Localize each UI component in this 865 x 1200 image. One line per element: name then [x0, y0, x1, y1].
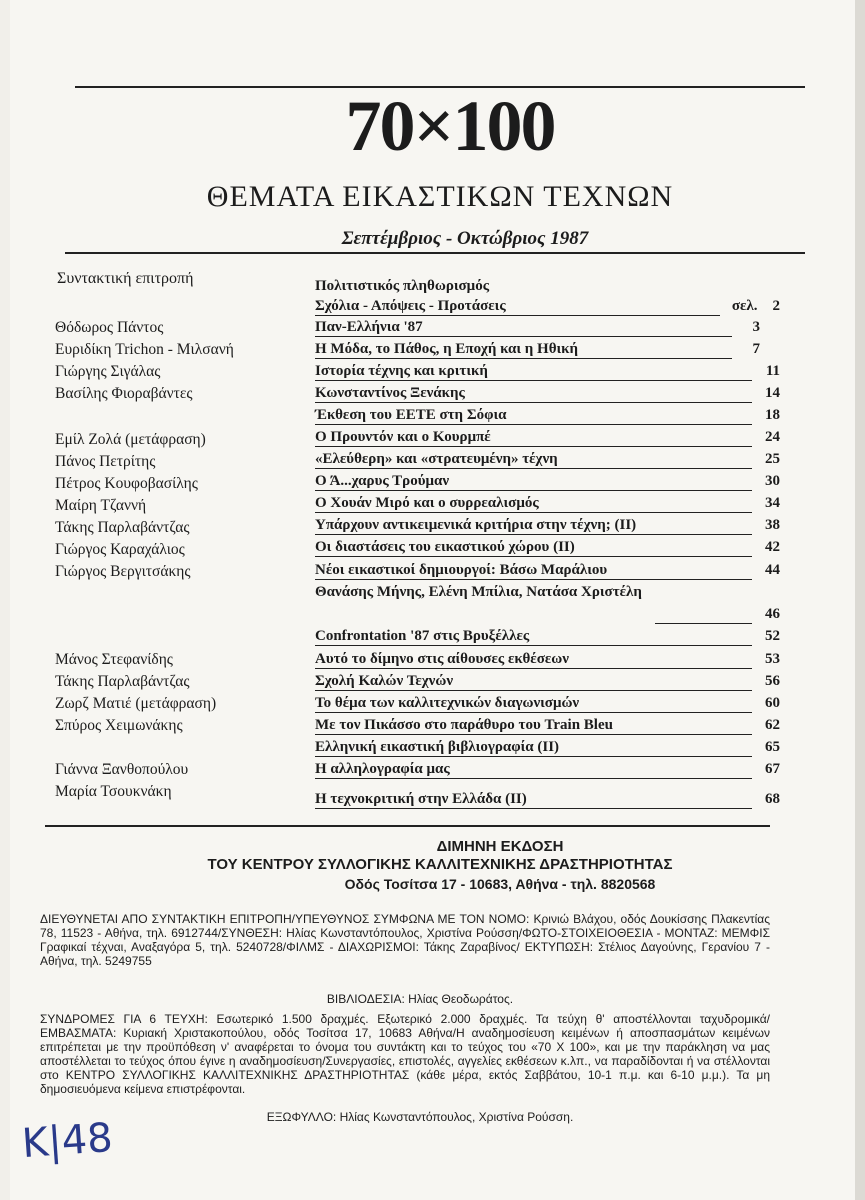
toc-page-prefix: σελ.	[731, 298, 758, 314]
toc-item	[315, 407, 780, 427]
toc-leader-line	[315, 556, 752, 557]
toc-item-page: 34	[762, 495, 780, 512]
toc-item-page: 30	[762, 473, 780, 490]
toc-item	[315, 495, 780, 515]
toc-item-title: Ελληνική εικαστική βιβλιογραφία (ΙΙ)	[315, 739, 560, 755]
page	[10, 0, 855, 1200]
committee-name: Τάκης Παρλαβάντζας	[55, 673, 190, 690]
toc-item	[315, 695, 780, 715]
toc-leader-line	[315, 690, 752, 691]
committee-name: Γιώργος Βεργιτσάκης	[55, 563, 191, 580]
committee-label: Συντακτική επιτροπή	[57, 270, 194, 287]
toc-item-title: Με τον Πικάσσο στο παράθυρο του Train Bleu	[315, 717, 613, 733]
toc-leader-line	[315, 446, 752, 447]
toc-leader-line	[315, 402, 752, 403]
toc-item-page: 44	[762, 562, 780, 579]
toc-item-page: 25	[762, 451, 780, 468]
toc-item	[315, 385, 780, 405]
toc-item	[315, 298, 780, 318]
toc-page-number: 2	[772, 298, 780, 314]
toc-item	[315, 539, 780, 559]
committee-name: Ευριδίκη Trichon - Μιλσανή	[55, 341, 234, 358]
toc-item	[315, 673, 780, 693]
toc-item	[315, 606, 780, 626]
toc-item-title: Η αλληλογραφία μας	[315, 761, 450, 777]
toc-item-page: 38	[762, 517, 780, 534]
masthead-subtitle: ΘΕΜΑΤΑ ΕΙΚΑΣΤΙΚΩΝ ΤΕΧΝΩΝ	[206, 180, 674, 213]
toc-leader-line	[315, 315, 720, 316]
toc-item	[315, 341, 760, 361]
toc-item-page: 67	[762, 761, 780, 778]
committee-name: Μάνος Στεφανίδης	[55, 651, 173, 668]
committee-name: Τάκης Παρλαβάντζας	[55, 519, 190, 536]
toc-item	[315, 562, 780, 582]
toc-item-title: Σχολή Καλών Τεχνών	[315, 673, 454, 689]
toc-leader-line	[315, 645, 752, 646]
toc-item-title: Ο Χουάν Μιρό και ο συρρεαλισμός	[315, 495, 539, 511]
committee-name: Γιάννα Ξανθοπούλου	[55, 761, 189, 778]
toc-item-title: Η Μόδα, το Πάθος, η Εποχή και η Ηθική	[315, 341, 579, 357]
toc-item	[315, 473, 780, 493]
committee-name: Μαίρη Τζαννή	[55, 497, 147, 514]
toc-item	[315, 791, 780, 811]
toc-item	[315, 717, 780, 737]
committee-name: Εμίλ Ζολά (μετάφραση)	[55, 431, 206, 448]
toc-leader-line	[315, 756, 752, 757]
toc-item-page: 7	[750, 341, 761, 358]
publisher-line-2: ΤΟΥ ΚΕΝΤΡΟΥ ΣΥΛΛΟΓΙΚΗΣ ΚΑΛΛΙΤΕΧΝΙΚΗΣ ΔΡΑΣΤΗΡΙΟΤΗΤΑΣ	[207, 856, 673, 873]
toc-leader-line	[315, 380, 752, 381]
toc-item-page: 56	[762, 673, 780, 690]
colophon-credits: ΔΙΕΥΘΥΝΕΤΑΙ ΑΠΟ ΣΥΝΤΑΚΤΙΚΗ ΕΠΙΤΡΟΠΗ/ΥΠΕΥΘΥΝΟΣ ΣΥΜΦΩΝΑ ΜΕ ΤΟΝ ΝΟΜΟ: Κρινιώ Βλάχου, οδός Δουκίσσης Πλακεντίας 78, 11523 - Αθήνα, τηλ. 6912744/ΣΥΝΘΕΣΗ: Ηλίας Κωνσταντόπουλος, Χριστίνα Ρούσση/ΦΩΤΟ-ΣΤΟΙΧΕΙΟΘΕΣΙΑ - ΜΟΝΤΑΖ: ΜΕΜΦΙΣ Γραφικαί τέχναι, Αναξαγόρα 5, τηλ. 5240728/ΦΙΛΜΣ - ΔΙΑΧΩΡΙΣΜΟΙ: Τάκης Ζαραβίνος/ ΕΚΤΥΠΩΣΗ: Στέλιος Δαγούνης, Γερανίου 7 - Αθήνα, τηλ. 5249755	[40, 912, 770, 968]
committee-name: Βασίλης Φιοραβάντες	[55, 385, 193, 402]
toc-leader-line	[315, 490, 752, 491]
page-edge	[855, 0, 865, 1200]
committee-name: Θόδωρος Πάντος	[55, 319, 164, 336]
header-rule	[65, 252, 805, 254]
toc-item-page: 62	[762, 717, 780, 734]
toc-item-title: Αυτό το δίμηνο στις αίθουσες εκθέσεων	[315, 651, 569, 667]
toc-item	[315, 517, 780, 537]
toc-item-title: Οι διαστάσεις του εικαστικού χώρου (ΙΙ)	[315, 539, 575, 555]
toc-item-title: Το θέμα των καλλιτεχνικών διαγωνισμών	[315, 695, 580, 711]
toc-item	[315, 739, 780, 759]
publisher-line-1: ΔΙΜΗΝΗ ΕΚΔΟΣΗ	[436, 838, 564, 855]
publisher-address: Οδός Τοσίτσα 17 - 10683, Αθήνα - τηλ. 8820568	[344, 876, 656, 892]
toc-item-page: 11	[763, 363, 780, 380]
toc-item-title: Confrontation '87 στις Βρυξέλλες	[315, 628, 530, 644]
toc-item-title: Έκθεση του ΕΕΤΕ στη Σόφια	[315, 407, 507, 423]
toc-item-page: 65	[762, 739, 780, 756]
committee-name: Σπύρος Χειμωνάκης	[55, 717, 183, 734]
toc-item-page: 3	[750, 319, 761, 336]
toc-item-page	[729, 298, 780, 315]
toc-item-title: Ο Προυντόν και ο Κουρμπέ	[315, 429, 491, 445]
toc-item-title: Σχόλια - Απόψεις - Προτάσεις	[315, 298, 506, 314]
toc-item-page: 46	[762, 606, 780, 623]
committee-name: Μαρία Τσουκνάκη	[55, 783, 172, 800]
toc-leader-line	[315, 712, 752, 713]
toc-item-title: Η τεχνοκριτική στην Ελλάδα (ΙΙ)	[315, 791, 527, 807]
toc-item-page: 53	[762, 651, 780, 668]
handwritten-archive-mark: Κ|48	[20, 1114, 115, 1168]
toc-item-title: Ιστορία τέχνης και κριτική	[315, 363, 488, 379]
colophon-subscriptions: ΣΥΝΔΡΟΜΕΣ ΓΙΑ 6 ΤΕΥΧΗ: Εσωτερικό 1.500 δραχμές. Εξωτερικό 2.000 δραχμές. Τα τεύχη θ' αποστέλλονται ταχυδρομικά/ΕΜΒΑΣΜΑΤΑ: Κυριακή Χριστακοπούλου, οδός Τοσίτσα 17, 10683 Αθήνα/Η αναδημοσίευση κειμένων ή αποσπασμάτων κειμένων επιτρέπεται με την προϋπόθεση ν' αναφέρεται το όνομα του συντάκτη και το τεύχος του «70 Χ 100», και με την παράκληση να μας αποστέλλεται το τεύχος όπου έγινε η αναδημοσίευση/Συνεργασίες, επιστολές, αγγελίες εκθέσεων κ.λπ., να παραδίδονται ή να στέλλονται στο ΚΕΝΤΡΟ ΣΥΛΛΟΓΙΚΗΣ ΚΑΛΛΙΤΕΧΝΙΚΗΣ ΔΡΑΣΤΗΡΙΟΤΗΤΑΣ (κάθε μέρα, εκτός Σαββάτου, 10-1 π.μ. και 6-10 μ.μ.). Τα μη δημοσιευόμενα κείμενα επιστρέφονται.	[40, 1012, 770, 1096]
toc-leader-line	[315, 336, 732, 337]
toc-item-page: 52	[762, 628, 780, 645]
toc-leader-line	[315, 424, 752, 425]
toc-leader-line	[315, 468, 752, 469]
toc-item	[315, 319, 760, 339]
toc-item-page: 24	[762, 429, 780, 446]
committee-name: Πέτρος Κουφοβασίλης	[55, 475, 198, 492]
issue-date: Σεπτέμβριος - Οκτώβριος 1987	[341, 228, 589, 249]
toc-item-page: 60	[762, 695, 780, 712]
toc-item-page: 14	[762, 385, 780, 402]
toc-leader-line	[315, 778, 752, 779]
toc-item-title: «Ελεύθερη» και «στρατευμένη» τέχνη	[315, 451, 558, 467]
toc-item-title: Νέοι εικαστικοί δημιουργοί: Βάσω Μαράλιου	[315, 562, 608, 578]
committee-name: Ζωρζ Ματιέ (μετάφραση)	[55, 695, 217, 712]
toc-item	[315, 761, 780, 781]
toc-item	[315, 429, 780, 449]
toc-item-title: Θανάσης Μήνης, Ελένη Μπίλια, Νατάσα Χριστέλη	[315, 584, 642, 600]
toc-item	[315, 651, 780, 671]
toc-leader-line	[315, 579, 752, 580]
toc-item-title: Υπάρχουν αντικειμενικά κριτήρια στην τέχνη; (ΙΙ)	[315, 517, 637, 533]
toc-item-title: Κωνσταντίνος Ξενάκης	[315, 385, 465, 401]
colophon-binding: ΒΙΒΛΙΟΔΕΣΙΑ: Ηλίας Θεοδωράτος.	[326, 992, 514, 1006]
toc-item-page: 68	[762, 791, 780, 808]
toc-bottom-rule	[45, 825, 770, 827]
toc-item	[315, 363, 780, 383]
toc-item-page: 18	[762, 407, 780, 424]
toc-header: Πολιτιστικός πληθωρισμός	[315, 278, 490, 294]
toc-leader-line	[315, 808, 752, 809]
toc-item	[315, 628, 780, 648]
masthead-logo: 70×100	[345, 86, 555, 166]
toc-item-page: 42	[762, 539, 780, 556]
committee-name: Γιώργος Καραχάλιος	[55, 541, 185, 558]
toc-leader-line	[315, 534, 752, 535]
committee-name: Πάνος Πετρίτης	[55, 453, 156, 470]
toc-leader-line	[315, 668, 752, 669]
colophon-cover: ΕΞΩΦΥΛΛΟ: Ηλίας Κωνσταντόπουλος, Χριστίνα Ρούσση.	[266, 1110, 574, 1124]
toc-leader-line	[315, 734, 752, 735]
toc-item	[315, 451, 780, 471]
toc-item-title: Παν-Ελλήνια '87	[315, 319, 423, 335]
committee-name: Γιώργης Σιγάλας	[55, 363, 161, 380]
toc-leader-line	[315, 358, 732, 359]
toc-leader-line	[315, 512, 752, 513]
toc-leader-line	[655, 623, 752, 624]
toc-item-title: Ο Ά...χαρυς Τρούμαν	[315, 473, 450, 489]
